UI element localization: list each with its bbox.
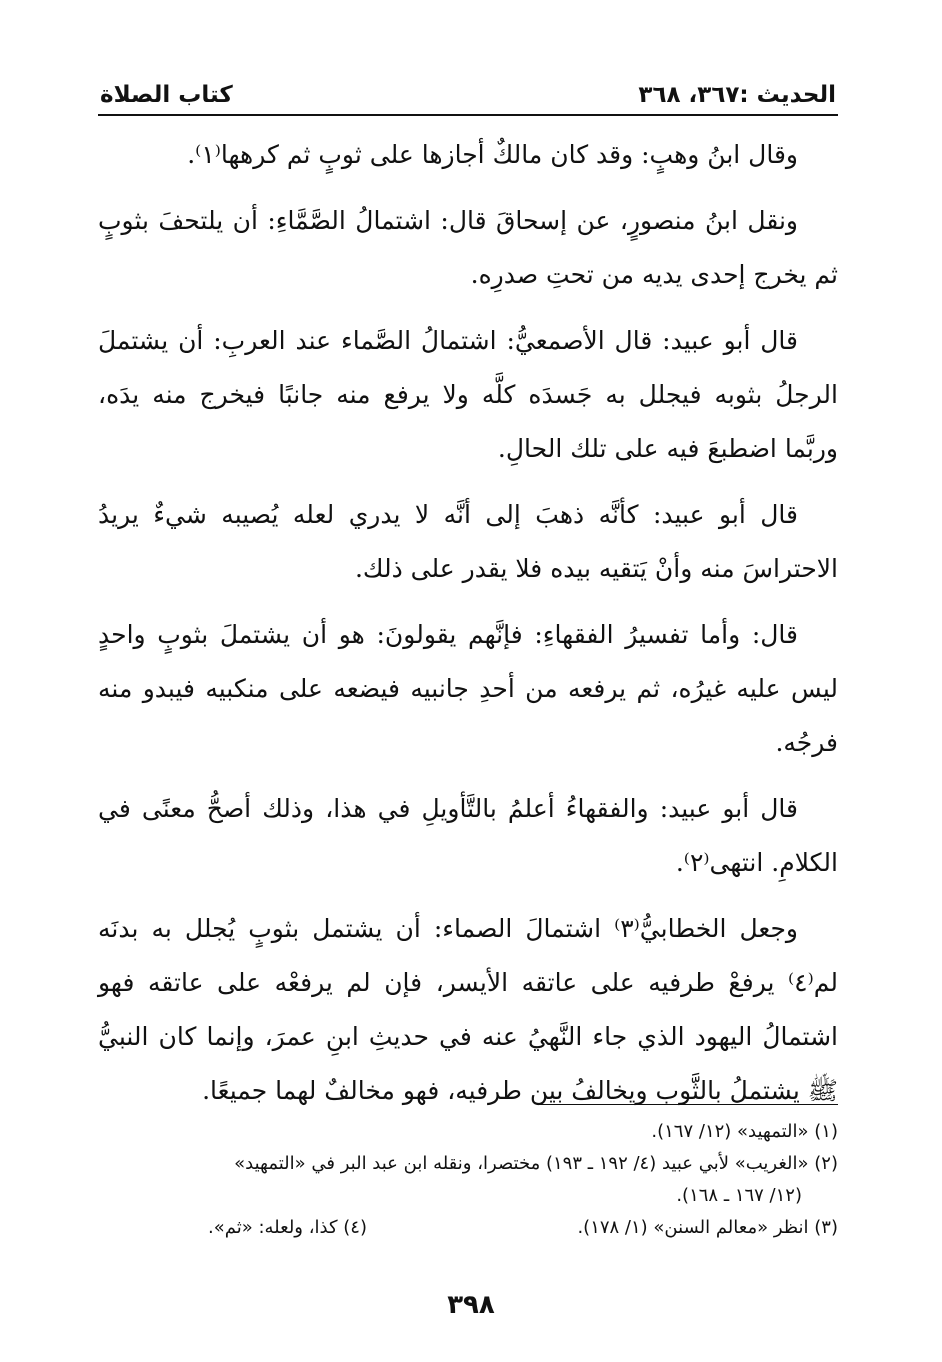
footnote-4: (٤) كذا، ولعله: «ثم». <box>208 1217 367 1238</box>
running-header <box>100 68 836 108</box>
footnote-2-continuation: (١٢/ ١٦٧ ـ ١٦٨). <box>676 1185 802 1206</box>
paragraph: وجعل الخطابيُّ⁽٣⁾ اشتمالَ الصماء: أن يشتمل بثوبٍ يُجلل به بدنَه لم⁽٤⁾ يرفعْ طرفيه على عاتقه الأيسر، فإن لم يرفعْه على عاتقه فهو اشتمالُ اليهود الذي جاء النَّهيُ عنه في حديثِ ابنِ عمرَ، وإنما كان النبيُّ ﷺ يشتملُ بالثَّوب ويخالفُ بين طرفيه، فهو مخالفٌ لهما جميعًا. <box>98 914 838 1105</box>
header-hadith-numbers: الحديث :٣٦٧، ٣٦٨ <box>638 82 836 108</box>
main-text <box>98 128 838 1130</box>
paragraph: ونقل ابنُ منصورٍ، عن إسحاقَ قال: اشتمالُ الصَّمَّاءِ: أن يلتحفَ بثوبٍ ثم يخرج إحدى يديه من تحتِ صدرِه. <box>98 206 838 289</box>
page-number: ٣٩٨ <box>447 1290 495 1320</box>
paragraph: قال أبو عبيد: والفقهاءُ أعلمُ بالتَّأويلِ في هذا، وذلك أصحُّ معنًى في الكلامِ. انتهى⁽٢⁾. <box>98 794 838 877</box>
footnotes <box>98 1116 838 1244</box>
paragraph: قال: وأما تفسيرُ الفقهاءِ: فإنَّهم يقولونَ: هو أن يشتملَ بثوبٍ واحدٍ ليس عليه غيرُه، ثم يرفعه من أحدِ جانبيه فيضعه على منكبيه فيبدو منه فرجُه. <box>98 620 838 757</box>
paragraph: وقال ابنُ وهبٍ: وقد كان مالكٌ أجازها على ثوبٍ ثم كرهها⁽١⁾. <box>187 140 798 169</box>
header-divider <box>98 114 838 116</box>
paragraph: قال أبو عبيد: قال الأصمعيُّ: اشتمالُ الصَّماء عند العربِ: أن يشتملَ الرجلُ بثوبه فيجلل به جَسدَه كلَّه ولا يرفع منه جانبًا فيخرج منه يدَه، وربَّما اضطبعَ فيه على تلك الحالِ. <box>98 326 838 463</box>
paragraph: قال أبو عبيد: كأنَّه ذهبَ إلى أنَّه لا يدري لعله يُصيبه شيءٌ يريدُ الاحتراسَ منه وأنْ يَتقيه بيده فلا يقدر على ذلك. <box>98 500 838 583</box>
footnote-2: (٢) «الغريب» لأبي عبيد (٤/ ١٩٢ ـ ١٩٣) مختصرا، ونقله ابن عبد البر في «التمهيد» <box>234 1153 838 1174</box>
footnote-divider <box>538 1104 838 1105</box>
footnote-3: (٣) انظر «معالم السنن» (١/ ١٧٨). <box>577 1217 838 1238</box>
header-book-title: كتاب الصلاة <box>100 82 233 108</box>
footnote-1: (١) «التمهيد» (١٢/ ١٦٧). <box>651 1121 838 1142</box>
footnote-row <box>98 1212 838 1244</box>
